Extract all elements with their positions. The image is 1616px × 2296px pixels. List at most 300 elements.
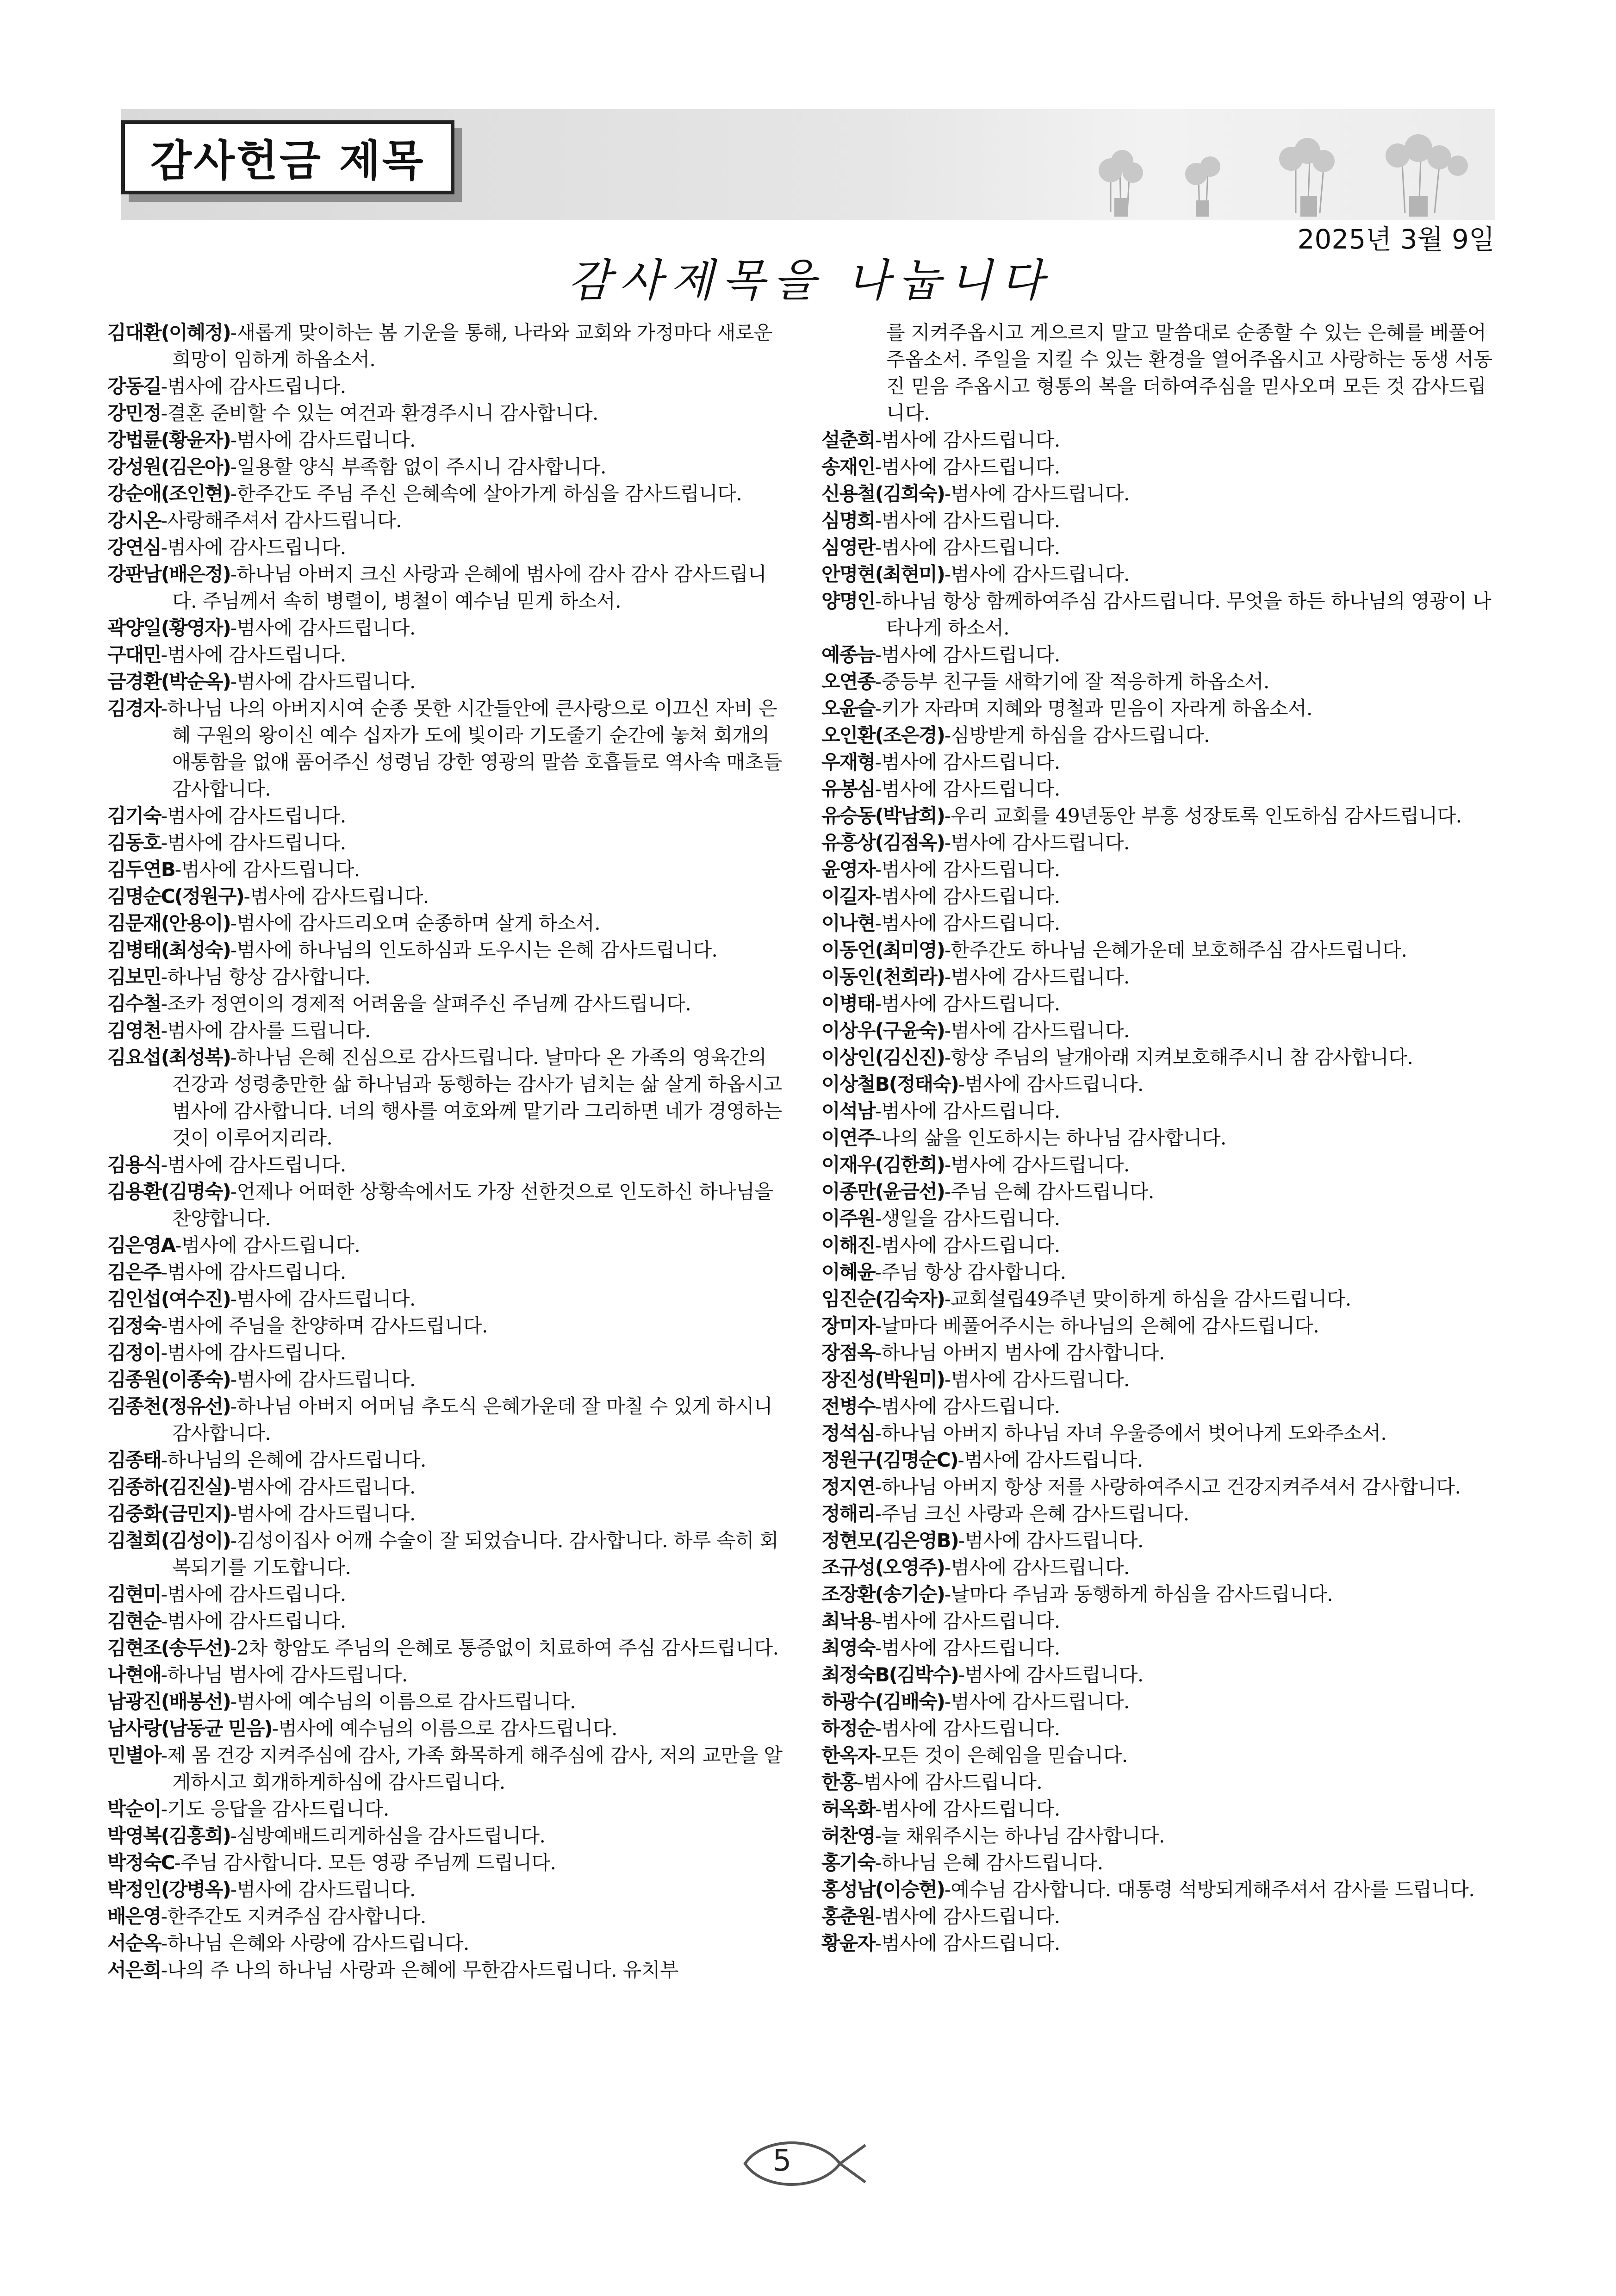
- entry-name: 이재우(김한희): [821, 1153, 945, 1176]
- entry-item: [821, 1151, 1495, 1178]
- entry-item: [107, 1608, 790, 1635]
- entry-name: 김경자: [107, 697, 161, 720]
- entry-name: 신용철(김희숙): [821, 482, 945, 505]
- entry-item: [821, 1661, 1495, 1688]
- entry-name: 장미자: [821, 1314, 875, 1337]
- entry-item: [107, 1017, 790, 1044]
- entry-message: 예수님 감사합니다. 대통령 석방되게해주셔서 감사를 드립니다.: [951, 1878, 1475, 1901]
- entry-item: [107, 1688, 790, 1715]
- entry-item: [107, 668, 790, 695]
- entry-separator: -: [875, 1824, 882, 1847]
- entry-message: 범사에 감사드립니다.: [881, 858, 1060, 881]
- entry-separator: -: [230, 1878, 237, 1901]
- entry-separator: -: [230, 1636, 237, 1659]
- entry-item: [821, 1742, 1495, 1769]
- entry-name: 강연심: [107, 536, 161, 559]
- entry-separator: -: [944, 1583, 951, 1605]
- entry-name: 우재형: [821, 751, 875, 773]
- entry-name: 심영란: [821, 536, 875, 559]
- entry-name: 김종하(김진실): [107, 1475, 230, 1498]
- entry-separator: -: [944, 965, 951, 988]
- entry-item: [821, 695, 1495, 722]
- entry-item: [107, 1178, 790, 1232]
- entry-item: [107, 1313, 790, 1339]
- entry-item: [821, 1125, 1495, 1151]
- entry-message: 사랑해주셔서 감사드립니다.: [167, 509, 402, 532]
- entry-separator: -: [230, 563, 237, 585]
- entry-separator: -: [875, 455, 882, 478]
- entry-name: 김철회(김성이): [107, 1529, 230, 1552]
- entry-separator: -: [944, 831, 951, 854]
- entry-message: 교회설립49주년 맞이하게 하심을 감사드립니다.: [951, 1288, 1351, 1310]
- entry-message: 범사에 감사드립니다.: [881, 1395, 1060, 1418]
- entry-message: 늘 채워주시는 하나님 감사합니다.: [881, 1824, 1165, 1847]
- entry-name: 강시온: [107, 509, 161, 532]
- entry-name: 박순이: [107, 1798, 161, 1820]
- entry-item: [821, 1500, 1495, 1527]
- entry-message: 범사에 감사드립니다.: [881, 778, 1060, 800]
- entry-separator: -: [161, 1905, 168, 1928]
- entry-item: [821, 1903, 1495, 1930]
- entry-message: 범사에 감사드립니다.: [951, 1368, 1130, 1391]
- entry-separator: -: [958, 1529, 965, 1552]
- entry-separator: -: [243, 885, 250, 908]
- entry-item: [107, 964, 790, 990]
- right-column: [821, 319, 1495, 1957]
- entry-separator: -: [230, 616, 237, 639]
- entry-message: 범사에 감사드립니다.: [951, 1153, 1130, 1176]
- entry-message: 범사에 감사드립니다.: [167, 375, 346, 398]
- entry-message: 범사에 감사드립니다.: [881, 1717, 1060, 1740]
- entry-name: 한옥자: [821, 1744, 875, 1767]
- entry-item: [821, 856, 1495, 883]
- entry-separator: -: [230, 1046, 237, 1069]
- entry-separator: -: [875, 1341, 882, 1364]
- entry-item: [821, 534, 1495, 561]
- entry-separator: -: [161, 643, 168, 666]
- entry-message: 범사에 주님을 찬양하며 감사드립니다.: [167, 1314, 488, 1337]
- entry-item: [107, 910, 790, 937]
- entry-item: [107, 1742, 790, 1796]
- entry-name: 강법륜(황윤자): [107, 429, 230, 451]
- entry-message: 범사에 감사드립니다.: [881, 455, 1060, 478]
- entry-message: 범사에 감사드립니다.: [881, 429, 1060, 451]
- entry-message: 범사에 감사드립니다.: [167, 1261, 346, 1283]
- entry-item: [821, 1527, 1495, 1554]
- entry-name: 김현미: [107, 1583, 161, 1605]
- entry-item: [107, 1044, 790, 1151]
- entry-item: [107, 1581, 790, 1608]
- entry-message: 범사에 감사드립니다.: [236, 1475, 416, 1498]
- entry-name: 홍춘원: [821, 1905, 875, 1928]
- entry-separator: -: [875, 885, 882, 908]
- entry-name: 김정숙: [107, 1314, 161, 1337]
- entry-item: [107, 641, 790, 668]
- entry-name: 전병수: [821, 1395, 875, 1418]
- entry-name: 김종원(이종숙): [107, 1368, 230, 1391]
- entry-message: 범사에 감사드립니다.: [881, 912, 1060, 934]
- entry-message: 한주간도 주님 주신 은혜속에 살아가게 하심을 감사드립니다.: [236, 482, 742, 505]
- entry-message: 범사에 감사드립니다.: [951, 1556, 1130, 1579]
- entry-message: 날마다 베풀어주시는 하나님의 은혜에 감사드립니다.: [881, 1314, 1319, 1337]
- entry-item: [107, 319, 790, 373]
- entry-item: [107, 1286, 790, 1313]
- entry-message: 범사에 감사드립니다.: [881, 1905, 1060, 1928]
- entry-message: 범사에 감사드립니다.: [236, 616, 416, 639]
- entry-name: 이석남: [821, 1100, 875, 1122]
- entry-message: 하나님 아버지 크신 사랑과 은혜에 범사에 감사 감사 감사드립니다. 주님께서 속히 병렬이, 병철이 예수님 믿게 하소서.: [172, 563, 767, 612]
- entry-separator: -: [230, 321, 237, 344]
- entry-separator: -: [875, 697, 882, 720]
- entry-item: [107, 1232, 790, 1259]
- entry-message: 범사에 감사드립니다.: [167, 1341, 346, 1364]
- entry-name: 박정인(강병옥): [107, 1878, 230, 1901]
- entry-message: 하나님 아버지 범사에 감사합니다.: [881, 1341, 1165, 1364]
- entry-name: 김은주: [107, 1261, 161, 1283]
- entry-name: 정석심: [821, 1422, 875, 1444]
- entry-item: [821, 588, 1495, 641]
- entry-separator: -: [944, 724, 951, 747]
- entry-item: [107, 937, 790, 964]
- entry-message: 2차 항암도 주님의 은혜로 통증없이 치료하여 주심 감사드립니다.: [236, 1636, 779, 1659]
- entry-separator: -: [161, 831, 168, 854]
- entry-separator: -: [161, 1798, 168, 1820]
- entry-item: [107, 1447, 790, 1474]
- entry-message: 김성이집사 어깨 수술이 잘 되었습니다. 감사합니다. 하루 속히 회복되기를 기도합니다.: [172, 1529, 778, 1579]
- entry-name: 양명인: [821, 590, 875, 612]
- entry-name: 이상우(구윤숙): [821, 1019, 945, 1042]
- entry-item: [821, 1930, 1495, 1957]
- entry-message: 언제나 어떠한 상황속에서도 가장 선한것으로 인도하신 하나님을 찬양합니다.: [172, 1180, 773, 1230]
- entry-item: [107, 1715, 790, 1742]
- entry-separator: -: [230, 455, 237, 478]
- entry-separator: -: [175, 1234, 181, 1257]
- entry-message: 범사에 감사드립니다.: [181, 1234, 360, 1257]
- entry-separator: -: [875, 1475, 882, 1498]
- entry-name: 김기숙: [107, 804, 161, 827]
- entry-name: 김동호: [107, 831, 161, 854]
- entry-name: 황윤자: [821, 1932, 875, 1954]
- entry-item: [821, 1178, 1495, 1205]
- entry-item: [821, 1071, 1495, 1098]
- entry-name: 강성원(김은아): [107, 455, 230, 478]
- entry-name: 유봉심: [821, 778, 875, 800]
- entry-message: 범사에 감사드립니다.: [951, 831, 1130, 854]
- entry-message: 기도 응답을 감사드립니다.: [167, 1798, 389, 1820]
- entry-item: [821, 1098, 1495, 1125]
- entry-message: 제 몸 건강 지켜주심에 감사, 가족 화목하게 해주심에 감사, 저의 교만을 알게하시고 회개하게하심에 감사드립니다.: [167, 1744, 783, 1793]
- entry-separator: -: [230, 1690, 237, 1713]
- entry-separator: -: [161, 965, 168, 988]
- entry-separator: -: [230, 1180, 237, 1203]
- entry-separator: -: [161, 536, 168, 559]
- entry-name: 금경환(박순옥): [107, 670, 230, 693]
- entry-item: [821, 829, 1495, 856]
- entry-separator: -: [230, 1824, 237, 1847]
- entry-separator: -: [230, 670, 237, 693]
- entry-message: 범사에 감사드립니다.: [167, 831, 346, 854]
- entry-separator: -: [230, 1502, 237, 1525]
- entry-separator: -: [230, 1395, 237, 1418]
- entry-name: 서순옥: [107, 1932, 161, 1954]
- entry-message: 범사에 예수님의 이름으로 감사드립니다.: [278, 1717, 617, 1740]
- entry-item: [821, 668, 1495, 695]
- entry-separator: -: [944, 482, 951, 505]
- entry-message: 범사에 감사드립니다.: [881, 885, 1060, 908]
- entry-message: 주님 감사합니다. 모든 영광 주님께 드립니다.: [180, 1851, 556, 1874]
- entry-item: [821, 1823, 1495, 1849]
- entry-message: 범사에 감사드립니다.: [881, 751, 1060, 773]
- entry-item: [821, 1876, 1495, 1903]
- entry-separator: -: [161, 1019, 168, 1042]
- entry-name: 장진성(박원미): [821, 1368, 945, 1391]
- entry-name: 김중화(금민지): [107, 1502, 230, 1525]
- entry-separator: -: [875, 590, 882, 612]
- entry-item: [107, 561, 790, 615]
- entry-message: 범사에 감사드립니다.: [181, 858, 360, 881]
- entry-item: [107, 507, 790, 534]
- entry-message: 나의 삶을 인도하시는 하나님 감사합니다.: [881, 1126, 1226, 1149]
- entry-item: [821, 964, 1495, 990]
- entry-separator: -: [958, 1663, 965, 1686]
- entry-name: 송재인: [821, 455, 875, 478]
- entry-item: [107, 1796, 790, 1823]
- entry-separator: -: [875, 992, 882, 1015]
- entry-name: 이동인(천희라): [821, 965, 945, 988]
- entry-name: 오인환(조은경): [821, 724, 945, 747]
- entry-message: 범사에 감사드립니다.: [250, 885, 429, 908]
- entry-item: [821, 910, 1495, 937]
- entry-item: [107, 427, 790, 454]
- entry-item: [107, 1259, 790, 1286]
- entry-separator: -: [161, 402, 168, 424]
- entry-separator: -: [161, 375, 168, 398]
- entry-name: 최정숙B(김박수): [821, 1663, 958, 1686]
- entry-separator: -: [944, 563, 951, 585]
- entry-name: 강판남(배은정): [107, 563, 230, 585]
- entry-item: [107, 615, 790, 641]
- subtitle: 감사제목을 나눕니다: [568, 255, 1052, 306]
- entry-name: 김두연B: [107, 858, 175, 881]
- entry-message: 키가 자라며 지혜와 명철과 믿음이 자라게 하옵소서.: [881, 697, 1312, 720]
- entry-separator: -: [944, 1019, 951, 1042]
- entry-name: 곽양일(황영자): [107, 616, 230, 639]
- entry-name: 이상인(김신진): [821, 1046, 945, 1069]
- entry-separator: -: [875, 912, 882, 934]
- entry-message: 범사에 감사드립니다.: [236, 1368, 416, 1391]
- entry-message: 범사에 감사드립니다.: [951, 482, 1130, 505]
- entry-name: 김문재(안용이): [107, 912, 230, 934]
- entry-item: [107, 454, 790, 480]
- entry-message: 범사에 감사드립니다.: [236, 1288, 416, 1310]
- entry-item: [821, 1393, 1495, 1420]
- entry-item: [821, 1581, 1495, 1608]
- entry-message: 하나님의 은혜에 감사드립니다.: [167, 1449, 426, 1471]
- entry-message: 하나님 은혜와 사랑에 감사드립니다.: [167, 1932, 469, 1954]
- entry-name: 유흥상(김점옥): [821, 831, 945, 854]
- entry-separator: -: [230, 482, 237, 505]
- entry-message: 주님 은혜 감사드립니다.: [951, 1180, 1154, 1203]
- entry-name: 김현순: [107, 1610, 161, 1632]
- entry-name: 민별아: [107, 1744, 161, 1767]
- entry-separator: -: [875, 1261, 882, 1283]
- entry-name: 박영복(김흥희): [107, 1824, 230, 1847]
- entry-name: 남사랑(남동균 믿음): [107, 1717, 272, 1740]
- entry-message: 범사에 감사드립니다.: [863, 1771, 1043, 1793]
- entry-name: 이해진: [821, 1234, 875, 1257]
- entry-item: [821, 1313, 1495, 1339]
- entry-name: 김대환(이혜정): [107, 321, 230, 344]
- entry-message: 범사에 감사드립니다.: [881, 509, 1060, 532]
- entry-separator: -: [161, 1153, 168, 1176]
- entry-name: 허옥화: [821, 1798, 875, 1820]
- entry-item: [821, 990, 1495, 1017]
- entry-item: [107, 1957, 790, 1984]
- entry-message: 하나님 범사에 감사드립니다.: [167, 1663, 408, 1686]
- entry-item: [821, 1849, 1495, 1876]
- entry-message: 하나님 은혜 감사드립니다.: [881, 1851, 1103, 1874]
- entry-separator: -: [230, 1529, 237, 1552]
- entry-separator: -: [944, 1368, 951, 1391]
- entry-item: [821, 480, 1495, 507]
- entry-message: 범사에 감사드립니다.: [951, 1019, 1130, 1042]
- entry-separator: -: [161, 1449, 168, 1471]
- entry-separator: -: [875, 1422, 882, 1444]
- entry-item: [821, 749, 1495, 776]
- entry-separator: -: [875, 1798, 882, 1820]
- page-title: 감사헌금 제목: [150, 136, 425, 186]
- entry-item: [821, 1554, 1495, 1581]
- entry-separator: -: [944, 939, 951, 961]
- entry-name: 김정이: [107, 1341, 161, 1364]
- entry-separator: -: [875, 1314, 882, 1337]
- entry-item: [821, 1474, 1495, 1500]
- entry-name: 김영천: [107, 1019, 161, 1042]
- entry-name: 조규성(오영주): [821, 1556, 945, 1579]
- entry-message: 새롭게 맞이하는 봄 기운을 통해, 나라와 교회와 가정마다 새로운 희망이 임하게 하옵소서.: [172, 321, 773, 371]
- entry-message: 생일을 감사드립니다.: [881, 1207, 1060, 1230]
- entry-separator: -: [875, 536, 882, 559]
- entry-message: 날마다 주님과 동행하게 하심을 감사드립니다.: [951, 1583, 1333, 1605]
- entry-message: 범사에 감사를 드립니다.: [167, 1019, 371, 1042]
- entry-name: 김수철: [107, 992, 161, 1015]
- entry-message: 심방받게 하심을 감사드립니다.: [951, 724, 1210, 747]
- entry-message: 범사에 예수님의 이름으로 감사드립니다.: [236, 1690, 576, 1713]
- entry-name: 최영숙: [821, 1636, 875, 1659]
- entry-separator: -: [875, 1905, 882, 1928]
- date-label: 2025년 3월 9일: [1297, 224, 1495, 255]
- entry-message: 범사에 감사드립니다.: [881, 1234, 1060, 1257]
- entry-name: 김명순C(정원구): [107, 885, 244, 908]
- entry-message: 한주간도 하나님 은혜가운데 보호해주심 감사드립니다.: [951, 939, 1407, 961]
- entry-message: 범사에 감사드립니다.: [881, 992, 1060, 1015]
- entry-name: 남광진(배봉선): [107, 1690, 230, 1713]
- entry-message: 범사에 감사드립니다.: [167, 643, 346, 666]
- entry-message: 하나님 나의 아버지시여 순종 못한 시간들안에 큰사랑으로 이끄신 자비 은혜 구원의 왕이신 예수 십자가 도에 빛이라 기도줄기 순간에 놓쳐 회개의 애통함을 없애 품어주신 성령님 강한 영광의 말씀 호흡들로 역사속 매초들 감사합니다.: [167, 697, 782, 800]
- entry-separator: -: [944, 1046, 951, 1069]
- entry-item: [107, 1366, 790, 1393]
- entry-separator: -: [944, 1556, 951, 1579]
- entry-item: [107, 480, 790, 507]
- entry-name: 하광수(김배숙): [821, 1690, 945, 1713]
- entry-separator: -: [230, 1475, 237, 1498]
- flower-vases-image: [1078, 115, 1495, 219]
- entry-message: 결혼 준비할 수 있는 여건과 환경주시니 감사합니다.: [167, 402, 598, 424]
- entry-separator: -: [875, 858, 882, 881]
- entry-message: 범사에 감사드립니다.: [167, 804, 346, 827]
- entry-item: [107, 1876, 790, 1903]
- entry-name: 김종천(정유선): [107, 1395, 230, 1418]
- entry-name: 윤영자: [821, 858, 875, 881]
- entry-message: 중등부 친구들 새학기에 잘 적응하게 하옵소서.: [881, 670, 1269, 693]
- entry-name: 배은영: [107, 1905, 161, 1928]
- entry-separator: -: [875, 1100, 882, 1122]
- entry-separator: -: [944, 804, 951, 827]
- entry-name: 김요섭(최성복): [107, 1046, 230, 1069]
- entry-name: 조장환(송기순): [821, 1583, 945, 1605]
- entry-separator: -: [875, 1932, 882, 1954]
- entry-message: 범사에 감사드립니다.: [236, 1878, 416, 1901]
- entry-item: [107, 1527, 790, 1581]
- entry-message: 범사에 감사드립니다.: [167, 1153, 346, 1176]
- entry-item: [821, 1339, 1495, 1366]
- entry-name: 안명현(최현미): [821, 563, 945, 585]
- entry-name: 최낙용: [821, 1610, 875, 1632]
- entry-message: 조카 정연이의 경제적 어려움을 살펴주신 주님께 감사드립니다.: [167, 992, 691, 1015]
- entry-item: [107, 1474, 790, 1500]
- entry-name: 나현애: [107, 1663, 161, 1686]
- entry-separator: -: [161, 992, 168, 1015]
- entry-separator: -: [958, 1073, 965, 1095]
- entry-separator: -: [161, 1663, 168, 1686]
- entry-item: [821, 883, 1495, 910]
- entry-item: [821, 454, 1495, 480]
- entry-item: [107, 803, 790, 829]
- entry-name: 이연주: [821, 1126, 875, 1149]
- entry-separator: -: [875, 1851, 882, 1874]
- entry-item: [107, 1849, 790, 1876]
- entry-separator: -: [944, 1153, 951, 1176]
- entry-separator: -: [875, 429, 882, 451]
- continuation-text: 를 지켜주옵시고 게으르지 말고 말씀대로 순종할 수 있는 은혜를 베풀어주옵소서. 주일을 지킬 수 있는 환경을 열어주옵시고 사랑하는 동생 서동진 믿음 주옵시고 형통의 복을 더하여주심을 믿사오며 모든 것 감사드립니다.: [886, 321, 1493, 424]
- title-box: [121, 120, 454, 194]
- entry-item: [107, 1393, 790, 1447]
- entry-item: [107, 1635, 790, 1661]
- entry-item: [107, 856, 790, 883]
- entry-item: [821, 561, 1495, 588]
- entry-separator: -: [957, 1449, 964, 1471]
- page-footer: [740, 2134, 870, 2194]
- entry-separator: -: [161, 1583, 168, 1605]
- entry-separator: -: [161, 1261, 168, 1283]
- entry-item: [821, 1232, 1495, 1259]
- entry-message: 범사에 감사드립니다.: [881, 1798, 1060, 1820]
- entry-name: 박정숙C: [107, 1851, 174, 1874]
- entry-name: 김용환(김명숙): [107, 1180, 230, 1203]
- entry-name: 김현조(송두선): [107, 1636, 230, 1659]
- entry-message: 범사에 감사드립니다.: [881, 536, 1060, 559]
- entry-message: 범사에 감사드립니다.: [236, 1502, 416, 1525]
- entry-message: 주님 크신 사랑과 은혜 감사드립니다.: [881, 1502, 1189, 1525]
- entry-separator: -: [875, 1207, 882, 1230]
- entry-separator: -: [161, 509, 168, 532]
- entry-message: 범사에 감사드립니다.: [881, 1932, 1060, 1954]
- entry-item: [821, 937, 1495, 964]
- entry-message: 하나님 아버지 하나님 자녀 우울증에서 벗어나게 도와주소서.: [881, 1422, 1387, 1444]
- entry-name: 이상철B(정태숙): [821, 1073, 958, 1095]
- entry-name: 한홍: [821, 1771, 858, 1793]
- entry-message: 범사에 감사드립니다.: [236, 429, 416, 451]
